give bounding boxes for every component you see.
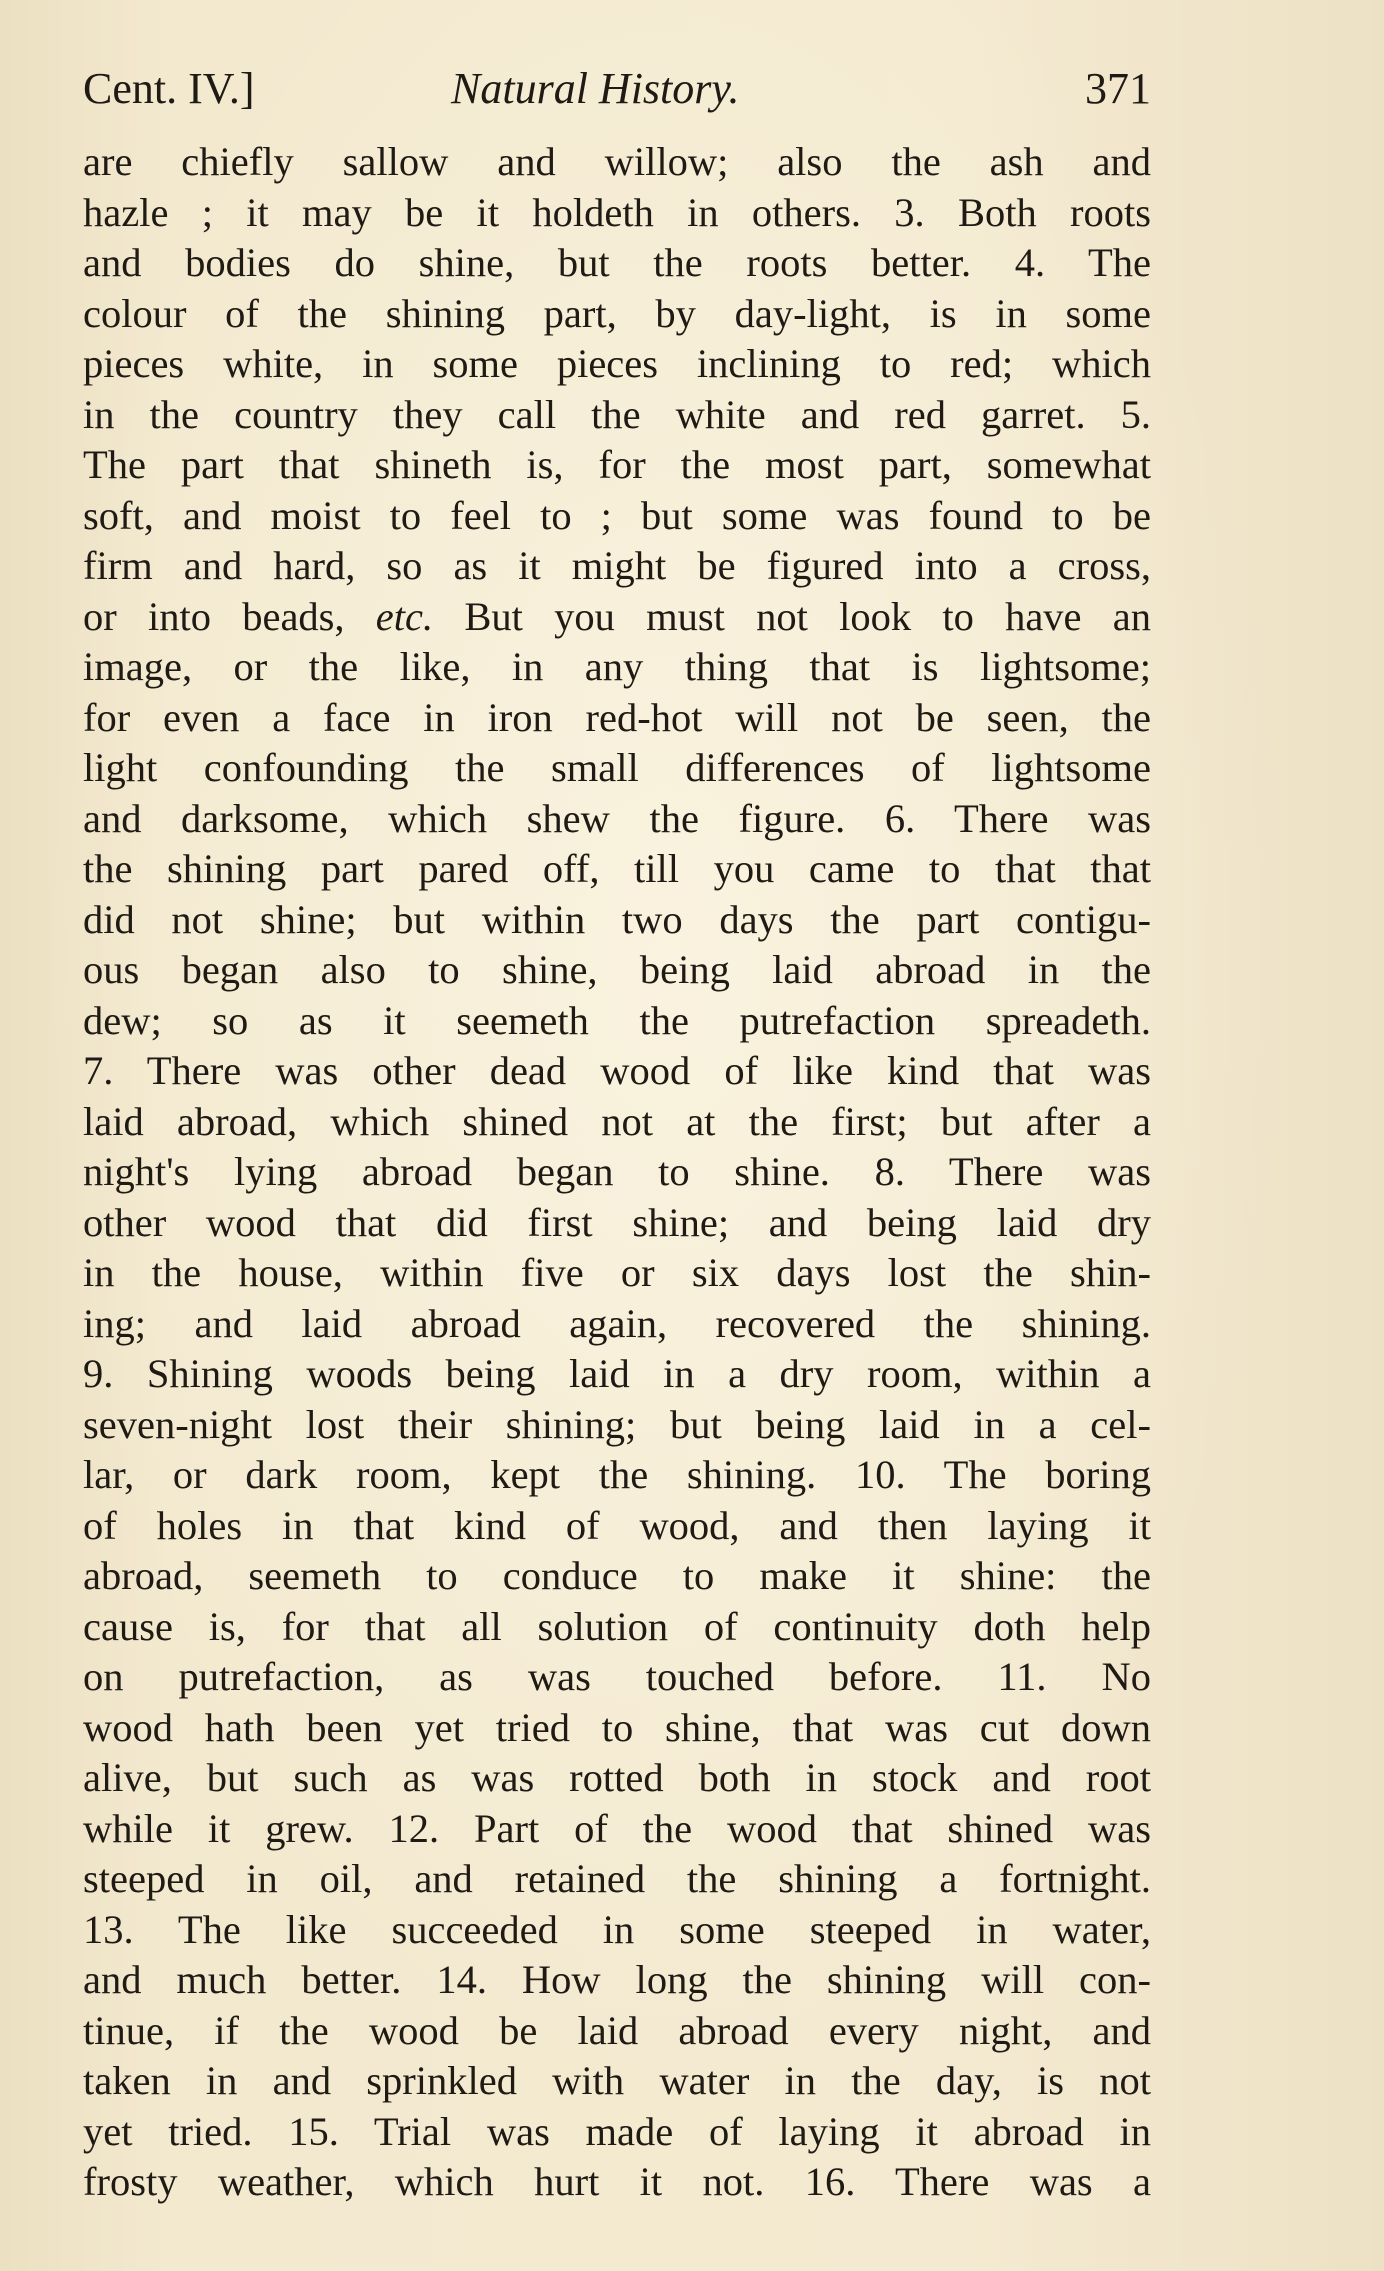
text-line: hazle ; it may be it holdeth in others. 3. Both roots: [83, 189, 1151, 235]
text-line: ous began also to shine, being laid abroad in the: [83, 947, 1151, 992]
italic-abbreviation: etc.: [375, 593, 434, 639]
text-line: yet tried. 15. Trial was made of laying it abroad in: [83, 2108, 1151, 2154]
text-line: the shining part pared off, till you came to that that: [83, 846, 1151, 891]
text-line: steeped in oil, and retained the shining a fortnight.: [83, 1856, 1151, 1901]
text-line: while it grew. 12. Part of the wood that shined was: [83, 1805, 1151, 1851]
text-line: taken in and sprinkled with water in the day, is not: [83, 2058, 1151, 2103]
text-line: in the house, within five or six days lost the shin-: [83, 1250, 1151, 1295]
text-line: or into beads, etc. But you must not look to have an: [83, 593, 1151, 639]
text-line: did not shine; but within two days the part contigu-: [83, 896, 1151, 942]
text-line: 9. Shining woods being laid in a dry room, within a: [83, 1351, 1151, 1396]
text-line: pieces white, in some pieces inclining to red; which: [83, 341, 1151, 386]
text-line: cause is, for that all solution of continuity doth help: [83, 1603, 1151, 1649]
text-line: are chiefly sallow and willow; also the ash and: [83, 139, 1151, 184]
text-line: soft, and moist to feel to ; but some was found to be: [83, 492, 1151, 538]
text-line: light confounding the small differences of lightsome: [83, 745, 1151, 790]
text-line: The part that shineth is, for the most part, somewhat: [83, 442, 1151, 487]
century-label: Cent. IV.]: [83, 64, 255, 113]
text-line: other wood that did first shine; and being laid dry: [83, 1199, 1151, 1245]
text-line: on putrefaction, as was touched before. 11. No: [83, 1654, 1151, 1699]
text-line: tinue, if the wood be laid abroad every night, and: [83, 2007, 1151, 2053]
text-line: for even a face in iron red-hot will not be seen, the: [83, 694, 1151, 740]
text-line: ing; and laid abroad again, recovered the shining.: [83, 1300, 1151, 1346]
text-line: frosty weather, which hurt it not. 16. There was a: [83, 2159, 1151, 2204]
text-line: night's lying abroad began to shine. 8. There was: [83, 1149, 1151, 1194]
running-title: Natural History.: [451, 64, 740, 113]
text-line: image, or the like, in any thing that is lightsome;: [83, 644, 1151, 689]
text-line: seven-night lost their shining; but being laid in a cel-: [83, 1401, 1151, 1447]
text-line: of holes in that kind of wood, and then laying it: [83, 1502, 1151, 1548]
text-line: firm and hard, so as it might be figured into a cross,: [83, 543, 1151, 588]
text-line: dew; so as it seemeth the putrefaction spreadeth.: [83, 997, 1151, 1043]
body-text: [83, 137, 1151, 2208]
text-line: and much better. 14. How long the shining will con-: [83, 1957, 1151, 2002]
text-line: abroad, seemeth to conduce to make it shine: the: [83, 1553, 1151, 1598]
text-line: and bodies do shine, but the roots better. 4. The: [83, 240, 1151, 285]
running-header: [83, 58, 1151, 120]
text-line: wood hath been yet tried to shine, that was cut down: [83, 1704, 1151, 1750]
text-line: 13. The like succeeded in some steeped in water,: [83, 1906, 1151, 1952]
text-line: lar, or dark room, kept the shining. 10. The boring: [83, 1452, 1151, 1497]
text-line: laid abroad, which shined not at the first; but after a: [83, 1098, 1151, 1144]
text-line: alive, but such as was rotted both in stock and root: [83, 1755, 1151, 1800]
text-line: in the country they call the white and red garret. 5.: [83, 391, 1151, 437]
page-number: 371: [1085, 64, 1151, 113]
text-line: and darksome, which shew the figure. 6. There was: [83, 795, 1151, 841]
text-line: 7. There was other dead wood of like kind that was: [83, 1048, 1151, 1093]
text-line: colour of the shining part, by day-light, is in some: [83, 290, 1151, 336]
